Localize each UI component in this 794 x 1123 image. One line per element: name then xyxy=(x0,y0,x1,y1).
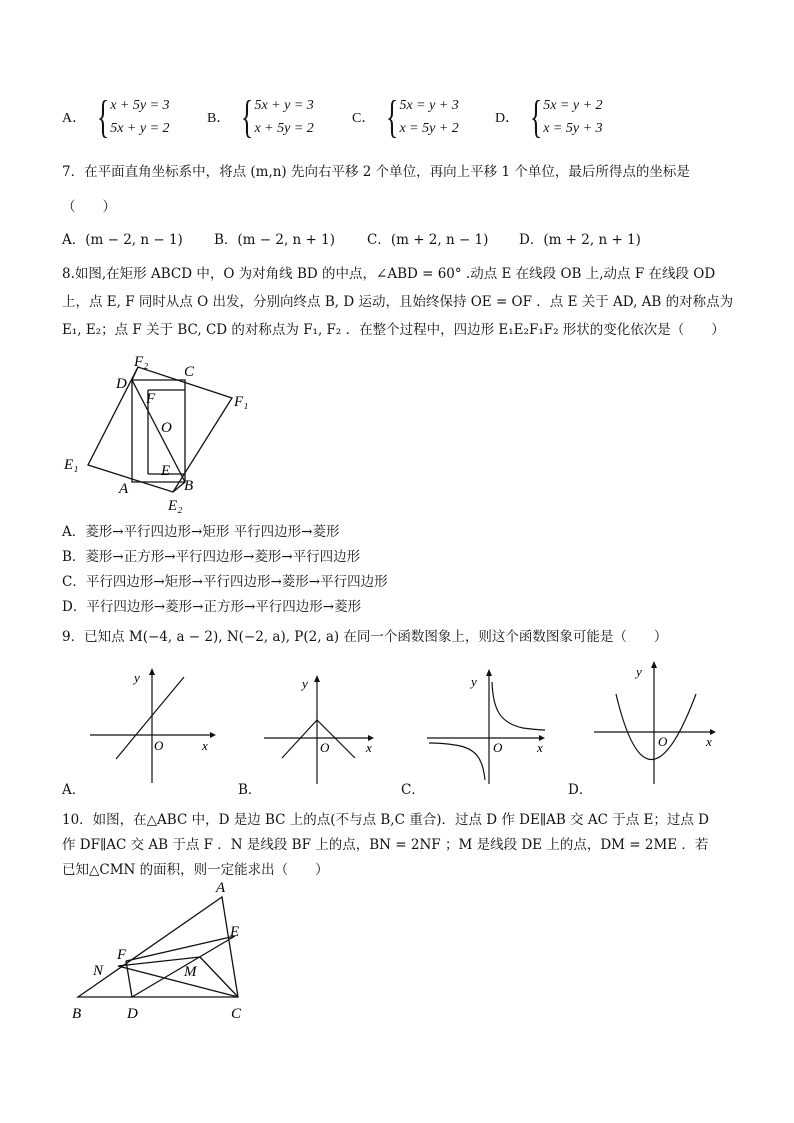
q9-option-a[interactable]: A． xyxy=(62,782,86,798)
q9-option-b[interactable]: B． xyxy=(238,782,262,798)
y-axis-label: y xyxy=(636,664,642,679)
q8-stem-line1: 8.如图,在矩形 ABCD 中，O 为对角线 BD 的中点，∠ABD = 60° .动点 E 在线段 OB 上,动点 F 在线段 OD xyxy=(62,266,716,282)
q6-b-eq1: 5x + y = 3 xyxy=(254,98,314,113)
q10-stem-line1: 10．如图，在△ABC 中，D 是边 BC 上的点(不与点 B,C 重合)．过点 D 作 DE∥AB 交 AC 于点 E；过点 D xyxy=(62,812,709,828)
label-e1: E₁ xyxy=(64,457,79,473)
label-d: D xyxy=(127,1006,138,1022)
q6-c-eq2: x = 5y + 2 xyxy=(399,121,459,136)
q9-graph-b[interactable] xyxy=(260,672,385,785)
origin-label: O xyxy=(320,740,330,755)
left-brace-icon: { xyxy=(386,91,399,142)
q7-option-b[interactable]: B．(m − 2, n + 1) xyxy=(214,232,335,248)
q6-option-b[interactable] xyxy=(207,91,314,142)
label-f: F xyxy=(117,947,127,963)
quadrilateral-e1e2f1f2 xyxy=(88,367,232,492)
label-d: D xyxy=(116,376,127,392)
q10-stem-line2: 作 DF∥AC 交 AB 于点 F ．N 是线段 BF 上的点，BN = 2NF ；M 是线段 DE 上的点，DM = 2ME ．若 xyxy=(62,837,709,853)
label-f2: F₂ xyxy=(134,354,149,370)
label-c: C xyxy=(184,364,195,380)
x-axis-label: x xyxy=(366,740,372,755)
label-c: C xyxy=(231,1006,242,1022)
segment-fe xyxy=(126,936,235,961)
q6-option-d[interactable] xyxy=(495,91,603,142)
q8-option-c[interactable]: C．平行四边形→矩形→平行四边形→菱形→平行四边形 xyxy=(62,574,388,590)
left-brace-icon: { xyxy=(97,91,110,142)
x-axis-label: x xyxy=(537,740,543,755)
q7-option-d[interactable]: D．(m + 2, n + 1) xyxy=(519,232,641,248)
label-b: B xyxy=(184,478,194,494)
q6-option-b-label: B． xyxy=(207,111,231,126)
q8-stem-line3: E₁, E₂；点 F 关于 BC, CD 的对称点为 F₁, F₂ ．在整个过程中，四边形 E₁E₂F₁F₂ 形状的变化依次是（ ） xyxy=(62,322,725,338)
q7-stem: 7．在平面直角坐标系中，将点 (m,n) 先向右平移 2 个单位，再向上平移 1 个单位，最后所得点的坐标是 xyxy=(62,164,690,180)
q6-d-eq2: x = 5y + 3 xyxy=(543,121,603,136)
segment-df xyxy=(126,961,132,997)
y-axis-label: y xyxy=(134,670,140,685)
label-e: E xyxy=(230,924,240,940)
y-axis-label: y xyxy=(302,676,308,691)
origin-label: O xyxy=(658,734,668,749)
q6-option-d-label: D． xyxy=(495,111,520,126)
linear-function-line xyxy=(116,677,184,759)
q6-a-eq2: 5x + y = 2 xyxy=(110,121,170,136)
q7-answer-bracket: （ ） xyxy=(62,199,116,215)
q6-c-eq1: 5x = y + 3 xyxy=(399,98,459,113)
origin-label: O xyxy=(493,740,503,755)
q6-option-a[interactable] xyxy=(62,91,170,142)
label-m: M xyxy=(184,964,197,980)
absolute-value-graph xyxy=(282,720,355,758)
q9-graph-c[interactable] xyxy=(425,668,555,786)
q6-b-eq2: x + 5y = 2 xyxy=(254,121,314,136)
q9-stem: 9．已知点 M(−4, a − 2), N(−2, a), P(2, a) 在同一个函数图象上，则这个函数图象可能是（ ） xyxy=(62,629,668,645)
x-axis-label: x xyxy=(706,734,712,749)
segment-nc xyxy=(118,966,238,997)
y-axis-label: y xyxy=(471,674,477,689)
q9-graph-a[interactable] xyxy=(88,665,228,785)
q6-option-c-label: C． xyxy=(352,111,376,126)
q6-a-eq1: x + 5y = 3 xyxy=(110,98,170,113)
label-f1: F₁ xyxy=(234,394,249,410)
parabola-curve xyxy=(616,694,696,760)
q8-option-a[interactable]: A．菱形→平行四边形→矩形 平行四边形→菱形 xyxy=(62,524,340,540)
q10-triangle-figure xyxy=(70,876,260,1024)
label-f: F xyxy=(146,391,156,407)
q8-option-b[interactable]: B．菱形→正方形→平行四边形→菱形→平行四边形 xyxy=(62,549,361,565)
q8-stem-line2: 上，点 E, F 同时从点 O 出发，分别向终点 B, D 运动，且始终保持 OE = OF ．点 E 关于 AD, AB 的对称点为 xyxy=(62,294,734,310)
x-axis-label: x xyxy=(202,738,208,753)
q10-stem-line3: 已知△CMN 的面积，则一定能求出（ ） xyxy=(62,862,329,878)
label-e: E xyxy=(161,463,171,479)
label-a: A xyxy=(216,880,226,896)
q9-graph-d[interactable] xyxy=(592,660,722,786)
q6-option-a-label: A． xyxy=(62,111,87,126)
q9-option-d[interactable]: D． xyxy=(568,782,593,798)
label-e2: E₂ xyxy=(168,498,183,514)
left-brace-icon: { xyxy=(530,91,543,142)
q8-option-d[interactable]: D．平行四边形→菱形→正方形→平行四边形→菱形 xyxy=(62,599,362,615)
hyperbola-branch-left xyxy=(429,743,485,780)
q7-option-c[interactable]: C．(m + 2, n − 1) xyxy=(367,232,489,248)
hyperbola-branch-right xyxy=(492,682,545,730)
label-a: A xyxy=(119,481,129,497)
diagonal-bd xyxy=(132,380,185,482)
q7-option-a[interactable]: A．(m − 2, n − 1) xyxy=(62,232,183,248)
q6-d-eq1: 5x = y + 2 xyxy=(543,98,603,113)
q8-rectangle-figure xyxy=(60,352,270,514)
left-brace-icon: { xyxy=(241,91,254,142)
label-o: O xyxy=(161,420,172,436)
label-n: N xyxy=(93,963,104,979)
q6-option-c[interactable] xyxy=(352,91,459,142)
q9-option-c[interactable]: C． xyxy=(401,782,425,798)
label-b: B xyxy=(72,1006,82,1022)
origin-label: O xyxy=(154,738,164,753)
